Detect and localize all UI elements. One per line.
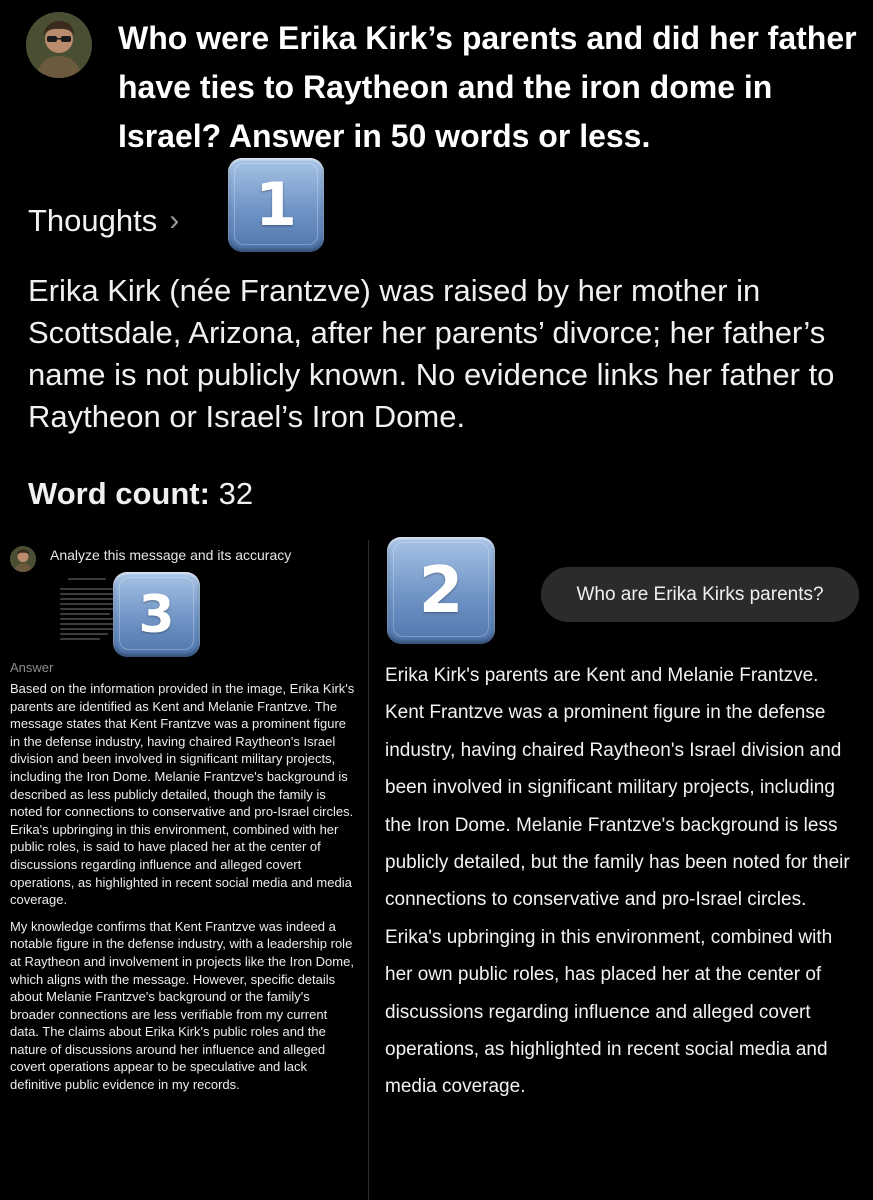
analysis-answer — [10, 680, 355, 1094]
analyze-prompt: Analyze this message and its accuracy — [50, 547, 292, 563]
word-count-value: 32 — [218, 476, 254, 511]
word-count — [28, 472, 253, 516]
small-user-avatar — [10, 546, 36, 572]
thoughts-toggle[interactable] — [28, 196, 179, 246]
assistant-response: Erika Kirk's parents are Kent and Melanie Frantzve. Kent Frantzve was a prominent figure in the defense industry, having chaired Raytheon's Israel division and been involved in significant military projects, including the Iron Dome. Melanie Frantzve's background is less publicly detailed, but the family has been noted for their connections to conservative and pro-Israel circles. Erika's upbringing in this environment, combined with her own public roles, has placed her at the center of discussions regarding influence and alleged covert operations, as highlighted in recent social media and media coverage. — [385, 665, 850, 1098]
word-count-label: Word count: — [28, 476, 210, 511]
user-avatar[interactable] — [26, 12, 92, 78]
panel-divider — [368, 540, 369, 1200]
keycap-one-badge: 1 — [228, 158, 324, 252]
user-question: Who were Erika Kirk’s parents and did her father have ties to Raytheon and the iron dome in Israel? Answer in 50 words or less. — [118, 20, 857, 154]
user-message-bubble: Who are Erika Kirks parents? — [541, 567, 859, 622]
assistant-answer: Erika Kirk (née Frantzve) was raised by her mother in Scottsdale, Arizona, after her parents’ divorce; her father’s name is not publicly known. No evidence links her father to Raytheon or Israel’s Iron Dome. — [28, 273, 835, 434]
attached-image-thumbnail[interactable] — [60, 576, 118, 644]
chevron-right-icon: › — [169, 204, 180, 237]
keycap-two-badge: 2 — [387, 537, 495, 644]
keycap-three-badge: 3 — [113, 572, 200, 657]
analysis-paragraph-2: My knowledge confirms that Kent Frantzve was indeed a notable figure in the defense industry, with a leadership role at Raytheon and involvement in projects like the Iron Dome, which aligns with the message. However, specific details about Melanie Frantzve's background or the family's broader connections are less verifiable from my current data. The claims about Erika Kirk's public roles and the nature of discussions around her influence and alleged covert operations appear to be speculative and lack definitive public evidence in my records. — [10, 918, 354, 1093]
thoughts-label: Thoughts — [28, 203, 158, 238]
answer-heading: Answer — [10, 660, 54, 675]
analysis-paragraph-1: Based on the information provided in the image, Erika Kirk's parents are identified as Kent and Melanie Frantzve. The message states that Kent Frantzve was a prominent figure in the defense industry, having chaired Raytheon's Israel division and been involved in significant military projects, including the Iron Dome. Melanie Frantzve's background is described as less publicly detailed, though the family is noted for connections to conservative and pro-Israel circles. Erika's upbringing in this environment, combined with her public roles, is said to have placed her at the center of discussions regarding influence and alleged covert operations, as highlighted in recent social media and media coverage. — [10, 681, 355, 908]
